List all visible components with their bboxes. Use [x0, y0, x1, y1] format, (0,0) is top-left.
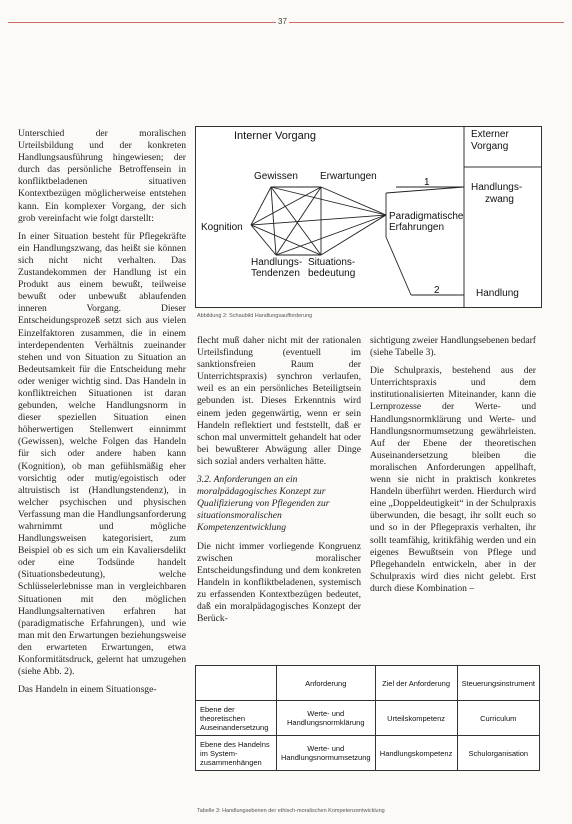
node-zwang: zwang: [485, 194, 514, 205]
text-column-left: [18, 128, 186, 702]
paragraph: flecht muß daher nicht mit der rationalen Urteilsfindung (eventuell im sanktionsfreien Raum der Unterrichtspraxis) synchron verlaufen, weil es an ein persönliches Beteiligtsein gebunden ist. Dieses Erkenntnis wird einem jeden gegenwärtig, wenn er sein Handeln reflektiert und feststellt, daß er schon mal unvermittelt gehandelt hat oder bei bewußterer Abwägung aller Dinge sich sozial anders verhalten hätte.: [197, 335, 361, 467]
page-number: 37: [278, 17, 287, 26]
table-cell: Handlungskompetenz: [375, 736, 457, 771]
node-situations: Situations-: [308, 257, 356, 268]
node-kognition: Kognition: [201, 222, 243, 233]
node-gewissen: Gewissen: [254, 171, 298, 182]
table-row: [196, 701, 540, 736]
table-cell: Werte- und Handlungsnormumsetzung: [276, 736, 375, 771]
text-column-middle: [197, 335, 361, 631]
table-cell: Ebene der theoretischen Auseinandersetzung: [196, 701, 277, 736]
table-cell: Ebene des Handelns im System-zusammenhängen: [196, 736, 277, 771]
node-handlungszwang: Handlungs-: [471, 182, 523, 193]
arrow-number-1: 1: [424, 177, 430, 188]
table-header: Ziel der Anforderung: [375, 666, 457, 701]
section-heading: 3.2. Anforderungen an ein moralpädagogisches Konzept zur Qualifizierung von Pflegenden zur situationsmoralischen Kompetenzentwicklung: [197, 474, 330, 534]
paragraph: sichtigung zweier Handlungsebenen bedarf (siehe Tabelle 3).: [370, 335, 536, 359]
node-tendenzen: Tendenzen: [251, 268, 300, 279]
node-handlungs: Handlungs-: [251, 257, 303, 268]
paragraph: Die Schulpraxis, bestehend aus der Unterrichtspraxis und dem institutionalisierten Miteinander, kann die Lernprozesse der Werte- und Handlungsnormklärung und Werte- und Handlungsnormumsetzung gewährleisten. Auf der Ebene der theoretischen Auseinandersetzung bleiben die moralischen Anforderungen appellhaft, wenn sie nicht in praktisch konkretes Handeln überführt werden. Hierdurch wird eine „Doppeldeutigkeit“ in der Schulpraxis überwunden, die besagt, ihr sollt euch so und so in der Pflegepraxis verhalten, ihr sollt teamfähig, kritikfähig werden und ein eigenes Bewußtsein von Pflege und Pflegehandeln entwickeln, aber in der Schulpraxis wird dies nicht gelebt. Erst durch diese Kombination –: [370, 365, 536, 594]
paragraph: Unterschied der moralischen Urteilsbildung und der konkreten Handlungsausführung hingewiesen; der durch das persönliche Betroffensein in konfliktbeladenen situativen Kontextbezügen möglicherweise entstehen kann. Ein komplexer Vorgang, der sich grob vereinfacht wie folgt darstellt:: [18, 128, 186, 224]
table-row: [196, 666, 540, 701]
table-caption: Tabelle 3: Handlungsebenen der ethisch-moralischen Kompetenzentwicklung: [197, 808, 385, 814]
table-cell: Schulorganisation: [457, 736, 539, 771]
external-process-label: Externer: [471, 129, 509, 140]
table-header: Anforderung: [276, 666, 375, 701]
node-paradigmatische: Paradigmatische: [389, 211, 464, 222]
figure-action-diagram: [195, 126, 542, 308]
arrow-number-2: 2: [434, 285, 440, 296]
table-action-levels: [195, 665, 540, 771]
node-handlung: Handlung: [476, 288, 519, 299]
figure-caption: Abbildung 2: Schaubild Handlungsaufforderung: [197, 313, 313, 319]
table-cell: Werte- und Handlungsnormklärung: [276, 701, 375, 736]
paragraph: In einer Situation besteht für Pflegekräfte ein Handlungszwang, das heißt sie können sich nicht nicht verhalten. Das Zustandekommen der Handlung ist ein Produkt aus einem bewußt, teilweise bewußt oder unbewußt ablaufenden inneren Vorgang. Dieser Entscheidungsprozeß setzt sich aus vielen Einzelfaktoren zusammen, die in einem interdependenten Verhältnis zueinander stehen und von Situation zu Situation an Bedeutsamkeit für die Entscheidung mehr oder weniger wichtig sind. Das Handeln in konfliktreichen Situationen ist daran gebunden, welche Handlungsnorm in dieser speziellen Situation einen höherwertigen Stellenwert einnimmt (Gewissen), welche Folgen das Handeln für sich oder andere haben kann (Kognition), ob man gefühlsmäßig eher vorsichtig oder mutig/egoistisch oder altruistisch ist (Handlungstendenz), in welcher psychischen und physischen Verfassung man die Handlungsanforderung wahrnimmt und mögliche Handlungsweisen kategorisiert, zum Beispiel ob es sich um ein Kavaliersdelikt oder eine Todsünde handelt (Situationsbedeutung), welche Schlüsselerlebnisse man in vergleichbaren Situationen mit den möglichen Handlungsalternativen erfahren hat (paradigmatische Erfahrungen), und wie man mit den Erwartungen beziehungsweise den erwarteten Erwartungen, etwa Konformitätsdruck, gelernt hat umzugehen (siehe Abb. 2).: [18, 230, 186, 678]
table-cell: [196, 666, 277, 701]
external-process-label-2: Vorgang: [471, 141, 509, 152]
table-header: Steuerungsinstrument: [457, 666, 539, 701]
table-cell: Curriculum: [457, 701, 539, 736]
internal-process-label: Interner Vorgang: [234, 130, 316, 142]
node-erwartungen: Erwartungen: [320, 171, 377, 182]
diagram-lines: [196, 127, 541, 307]
text-column-right: [370, 335, 536, 601]
node-bedeutung: bedeutung: [308, 268, 356, 279]
table-cell: Urteilskompetenz: [375, 701, 457, 736]
table-row: [196, 736, 540, 771]
paragraph: Das Handeln in einem Situationsge-: [18, 684, 157, 696]
node-erfahrungen: Erfahrungen: [389, 222, 445, 233]
paragraph: Die nicht immer vorliegende Kongruenz zwischen moralischer Entscheidungsfindung und dem konkreten Handeln in konfliktbeladenen, systemisch zu erfassenden Kontextbezügen bedeutet, daß ein moralpädagogisches Konzept der Berück-: [197, 540, 361, 625]
